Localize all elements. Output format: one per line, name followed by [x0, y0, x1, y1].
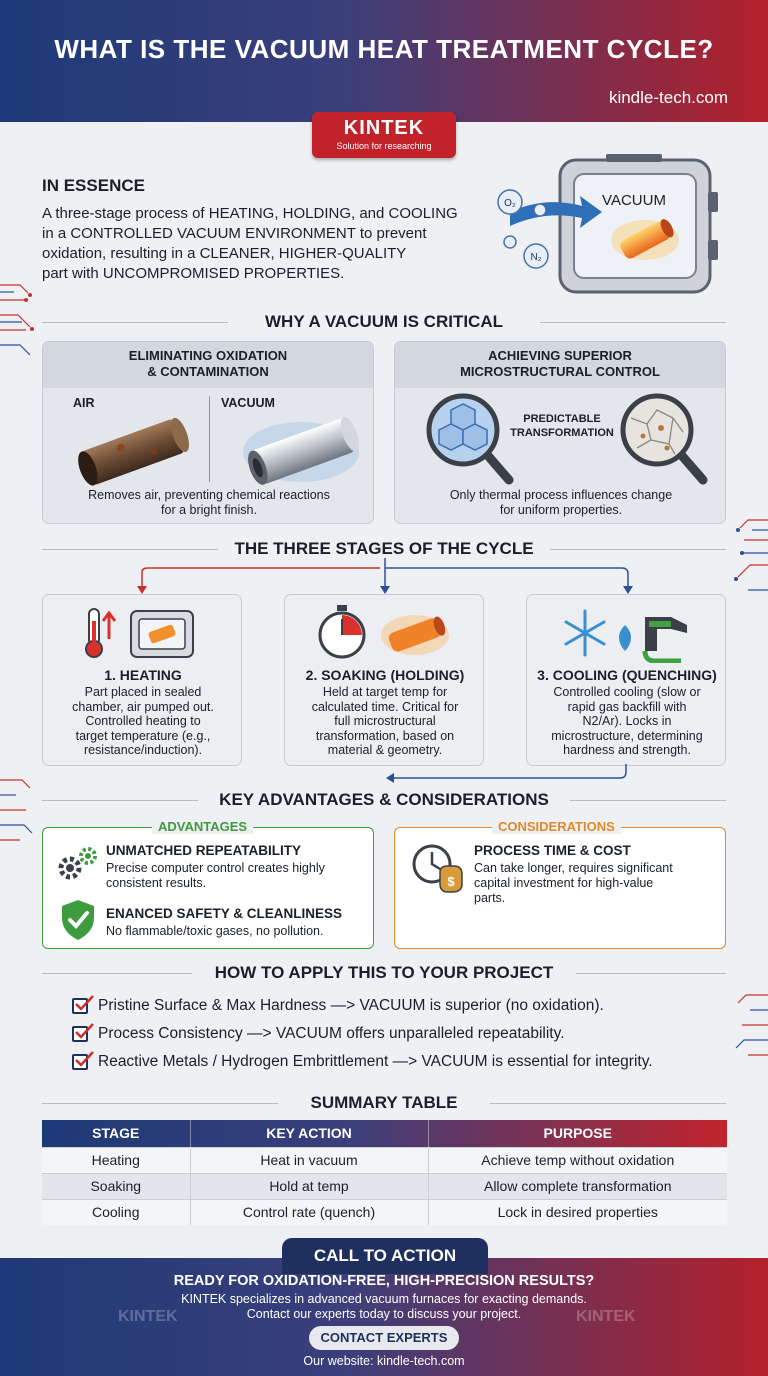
center-line: PREDICTABLE	[523, 413, 601, 425]
essence-heading: IN ESSENCE	[42, 176, 145, 195]
brand-tagline: Solution for researching	[336, 141, 432, 151]
stage-description	[527, 685, 727, 758]
divider	[550, 549, 726, 550]
advantage-title: UNMATCHED REPEATABILITY	[106, 843, 301, 858]
stage-flow-arrows	[130, 556, 640, 596]
desc-line: Only thermal process influences change	[449, 488, 673, 502]
table-cell: Lock in desired properties	[428, 1199, 727, 1225]
desc-line: Controlled cooling (slow or	[553, 685, 701, 699]
column-header: STAGE	[92, 1125, 140, 1142]
considerations-tab: CONSIDERATIONS	[492, 819, 621, 834]
snowflake-gas-nozzle-icon	[561, 603, 701, 663]
desc-line: Can take longer, requires significant	[474, 861, 673, 875]
divider	[570, 800, 726, 801]
advantage-title: ENANCED SAFETY & CLEANLINESS	[106, 906, 343, 921]
thermometer-furnace-icon	[83, 605, 203, 661]
stage-title: 3. COOLING (QUENCHING)	[537, 667, 717, 683]
circuit-decoration-left-2	[0, 770, 40, 860]
advantages-heading: KEY ADVANTAGES & CONSIDERATIONS	[219, 790, 549, 809]
magnifier-structure-icon	[613, 388, 709, 488]
desc-line: chamber, air pumped out.	[72, 699, 214, 714]
card-title-line: ELIMINATING OXIDATION	[128, 348, 288, 363]
desc-line: hardness and strength.	[563, 743, 691, 757]
divider	[42, 800, 198, 801]
card-eliminating-oxidation	[42, 341, 374, 524]
stopwatch-part-icon	[315, 603, 455, 663]
svg-text:$: $	[447, 874, 455, 889]
pipe-comparison-image	[73, 404, 363, 490]
advantage-desc	[106, 861, 325, 891]
table-cell: Heat in vacuum	[190, 1147, 428, 1173]
desc-line: for a bright finish.	[161, 503, 257, 517]
essence-line: A three-stage process of HEATING, HOLDING, and COOLING	[42, 205, 458, 222]
divider	[540, 322, 726, 323]
magnifier-grain-icon	[425, 388, 515, 488]
essence-line: part with UNCOMPROMISED PROPERTIES.	[42, 265, 345, 282]
table-cell: Heating	[42, 1147, 190, 1173]
check-icon	[72, 998, 88, 1014]
check-icon	[72, 1054, 88, 1070]
circuit-decoration-right	[728, 505, 768, 605]
cta-text	[0, 1292, 768, 1322]
divider	[42, 1103, 278, 1104]
desc-line: No flammable/toxic gases, no pollution.	[106, 924, 324, 938]
table-cell: Control rate (quench)	[190, 1199, 428, 1225]
card-title	[395, 342, 725, 388]
card-description	[395, 488, 727, 518]
card-description	[43, 488, 375, 518]
stages-heading: THE THREE STAGES OF THE CYCLE	[234, 539, 534, 558]
stage-title: 1. HEATING	[104, 667, 182, 683]
table-row	[42, 1199, 727, 1225]
desc-line: capital investment for high-value	[474, 876, 654, 890]
desc-line: resistance/induction).	[83, 743, 203, 757]
cta-line: Contact our experts today to discuss your project.	[246, 1307, 522, 1321]
center-line: TRANSFORMATION	[510, 427, 614, 439]
desc-line: target temperature (e.g.,	[75, 728, 211, 743]
gas-o2-label: O₂	[504, 198, 516, 209]
essence-text	[42, 204, 492, 284]
essence-line: in a CONTROLLED VACUUM ENVIRONMENT to prevent	[42, 225, 427, 242]
desc-line: calculated time. Critical for	[311, 699, 459, 714]
desc-line: material & geometry.	[327, 743, 443, 757]
stage-card-soaking	[284, 594, 484, 766]
table-cell: Hold at temp	[190, 1173, 428, 1199]
stage-description	[285, 685, 485, 758]
consideration-title: PROCESS TIME & COST	[474, 843, 631, 858]
gas-n2-label: N₂	[530, 252, 542, 263]
advantage-desc	[106, 924, 323, 939]
summary-heading: SUMMARY TABLE	[310, 1093, 458, 1112]
table-cell: Cooling	[42, 1199, 190, 1225]
divider	[490, 1103, 726, 1104]
table-cell: Achieve temp without oxidation	[428, 1147, 727, 1173]
card-microstructural-control	[394, 341, 726, 524]
card-title-line: MICROSTRUCTURAL CONTROL	[460, 364, 660, 379]
card-title-line: ACHIEVING SUPERIOR	[488, 348, 632, 363]
apply-item: Reactive Metals / Hydrogen Embrittlement —> VACUUM is essential for integrity.	[98, 1053, 653, 1070]
divider	[576, 973, 726, 974]
brand-name: KINTEK	[343, 117, 425, 139]
advantages-tab: ADVANTAGES	[152, 819, 253, 834]
predictable-label	[507, 412, 617, 440]
cta-question: READY FOR OXIDATION-FREE, HIGH-PRECISION RESULTS?	[173, 1273, 595, 1289]
column-header: PURPOSE	[428, 1120, 727, 1147]
table-row	[42, 1173, 727, 1199]
stage-card-heating	[42, 594, 242, 766]
desc-line: consistent results.	[106, 876, 207, 890]
desc-line: Removes air, preventing chemical reactions	[88, 488, 330, 502]
stage-title: 2. SOAKING (HOLDING)	[305, 667, 465, 683]
why-heading: WHY A VACUUM IS CRITICAL	[265, 312, 503, 331]
table-cell: Soaking	[42, 1173, 190, 1199]
air-label: AIR	[73, 396, 95, 410]
stage-card-cooling	[526, 594, 726, 766]
card-title-line: & CONTAMINATION	[147, 364, 269, 379]
shield-check-icon	[58, 898, 98, 942]
desc-line: microstructure, determining	[551, 728, 703, 743]
website-link[interactable]: Our website: kindle-tech.com	[303, 1354, 465, 1368]
consideration-desc	[474, 861, 673, 906]
gears-icon	[56, 842, 100, 886]
check-icon	[72, 1026, 88, 1042]
site-url[interactable]: kindle-tech.com	[608, 88, 728, 107]
card-title	[43, 342, 373, 388]
vacuum-label-card: VACUUM	[221, 396, 275, 410]
desc-line: rapid gas backfill with	[567, 699, 687, 714]
contact-experts-button[interactable]: CONTACT EXPERTS	[309, 1326, 459, 1350]
desc-line: Held at target temp for	[322, 685, 448, 699]
desc-line: Precise computer control creates highly	[106, 861, 325, 875]
apply-item: Pristine Surface & Max Hardness —> VACUUM is superior (no oxidation).	[98, 997, 604, 1014]
apply-item: Process Consistency —> VACUUM offers unparalleled repeatability.	[98, 1025, 565, 1042]
flow-return-arrow	[380, 764, 630, 788]
cta-line: KINTEK specializes in advanced vacuum furnaces for exacting demands.	[181, 1292, 587, 1306]
cta-heading: CALL TO ACTION	[282, 1238, 488, 1274]
summary-table	[42, 1120, 727, 1225]
page-title: WHAT IS THE VACUUM HEAT TREATMENT CYCLE?	[54, 34, 714, 64]
desc-line: for uniform properties.	[499, 503, 623, 517]
vacuum-label: VACUUM	[602, 192, 666, 209]
stage-description	[43, 685, 243, 758]
circuit-decoration-right-2	[728, 985, 768, 1075]
watermark-right: KINTEK	[576, 1308, 636, 1325]
desc-line: Part placed in sealed	[84, 685, 202, 699]
divider	[42, 973, 192, 974]
desc-line: N2/Ar). Locks in	[582, 714, 672, 728]
brand-logo	[312, 112, 456, 158]
desc-line: Controlled heating to	[85, 714, 201, 728]
clock-money-icon	[410, 842, 466, 894]
circuit-decoration-left	[0, 270, 40, 360]
desc-line: transformation, based on	[315, 728, 455, 743]
watermark-left: KINTEK	[118, 1308, 178, 1325]
table-cell: Allow complete transformation	[428, 1173, 727, 1199]
table-header-row	[42, 1120, 727, 1147]
table-row	[42, 1147, 727, 1173]
desc-line: full microstructural	[334, 714, 436, 728]
essence-line: oxidation, resulting in a CLEANER, HIGHER-QUALITY	[42, 245, 407, 262]
apply-heading: HOW TO APPLY THIS TO YOUR PROJECT	[214, 963, 554, 982]
vacuum-chamber-illustration	[490, 150, 726, 300]
column-header: KEY ACTION	[190, 1120, 428, 1147]
divider	[42, 549, 218, 550]
desc-line: parts.	[474, 891, 506, 905]
divider	[42, 322, 228, 323]
